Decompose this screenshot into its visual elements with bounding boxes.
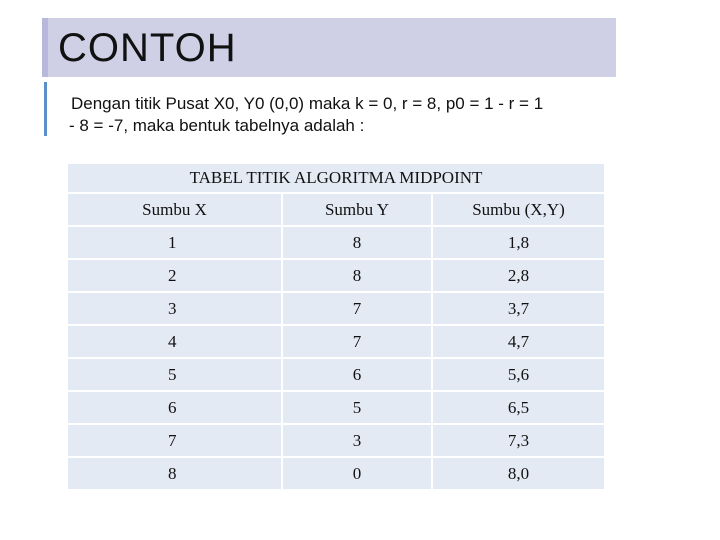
cell-y: 7 [283,326,431,357]
cell-y: 3 [283,425,431,456]
midpoint-table [66,162,606,491]
cell-xy: 2,8 [433,260,604,291]
header-sumbu-x: Sumbu X [68,194,281,225]
description-line-1: Dengan titik Pusat X0, Y0 (0,0) maka k = 0, r = 8, p0 = 1 - r = 1 [71,94,544,113]
cell-x: 3 [68,293,281,324]
cell-x: 6 [68,392,281,423]
cell-y: 7 [283,293,431,324]
title-bar [42,18,616,77]
table-row [68,227,604,258]
cell-xy: 4,7 [433,326,604,357]
table-row [68,260,604,291]
table-caption: TABEL TITIK ALGORITMA MIDPOINT [68,164,604,192]
cell-xy: 5,6 [433,359,604,390]
accent-bar [44,82,47,136]
cell-xy: 7,3 [433,425,604,456]
cell-x: 7 [68,425,281,456]
table-row [68,326,604,357]
slide-title: CONTOH [58,26,237,70]
table-row [68,359,604,390]
table-row [68,425,604,456]
cell-xy: 1,8 [433,227,604,258]
table-row [68,293,604,324]
cell-y: 8 [283,227,431,258]
header-sumbu-y: Sumbu Y [283,194,431,225]
cell-xy: 8,0 [433,458,604,489]
description-line-2: - 8 = -7, maka bentuk tabelnya adalah : [69,116,365,135]
cell-y: 6 [283,359,431,390]
cell-x: 1 [68,227,281,258]
cell-y: 0 [283,458,431,489]
cell-y: 8 [283,260,431,291]
header-sumbu-xy: Sumbu (X,Y) [433,194,604,225]
cell-x: 8 [68,458,281,489]
description [71,93,641,137]
table-caption-row [68,164,604,192]
table-row [68,458,604,489]
cell-x: 5 [68,359,281,390]
table-header-row [68,194,604,225]
cell-y: 5 [283,392,431,423]
cell-x: 2 [68,260,281,291]
cell-x: 4 [68,326,281,357]
title-bar-stripe [42,18,48,77]
cell-xy: 6,5 [433,392,604,423]
cell-xy: 3,7 [433,293,604,324]
table-row [68,392,604,423]
